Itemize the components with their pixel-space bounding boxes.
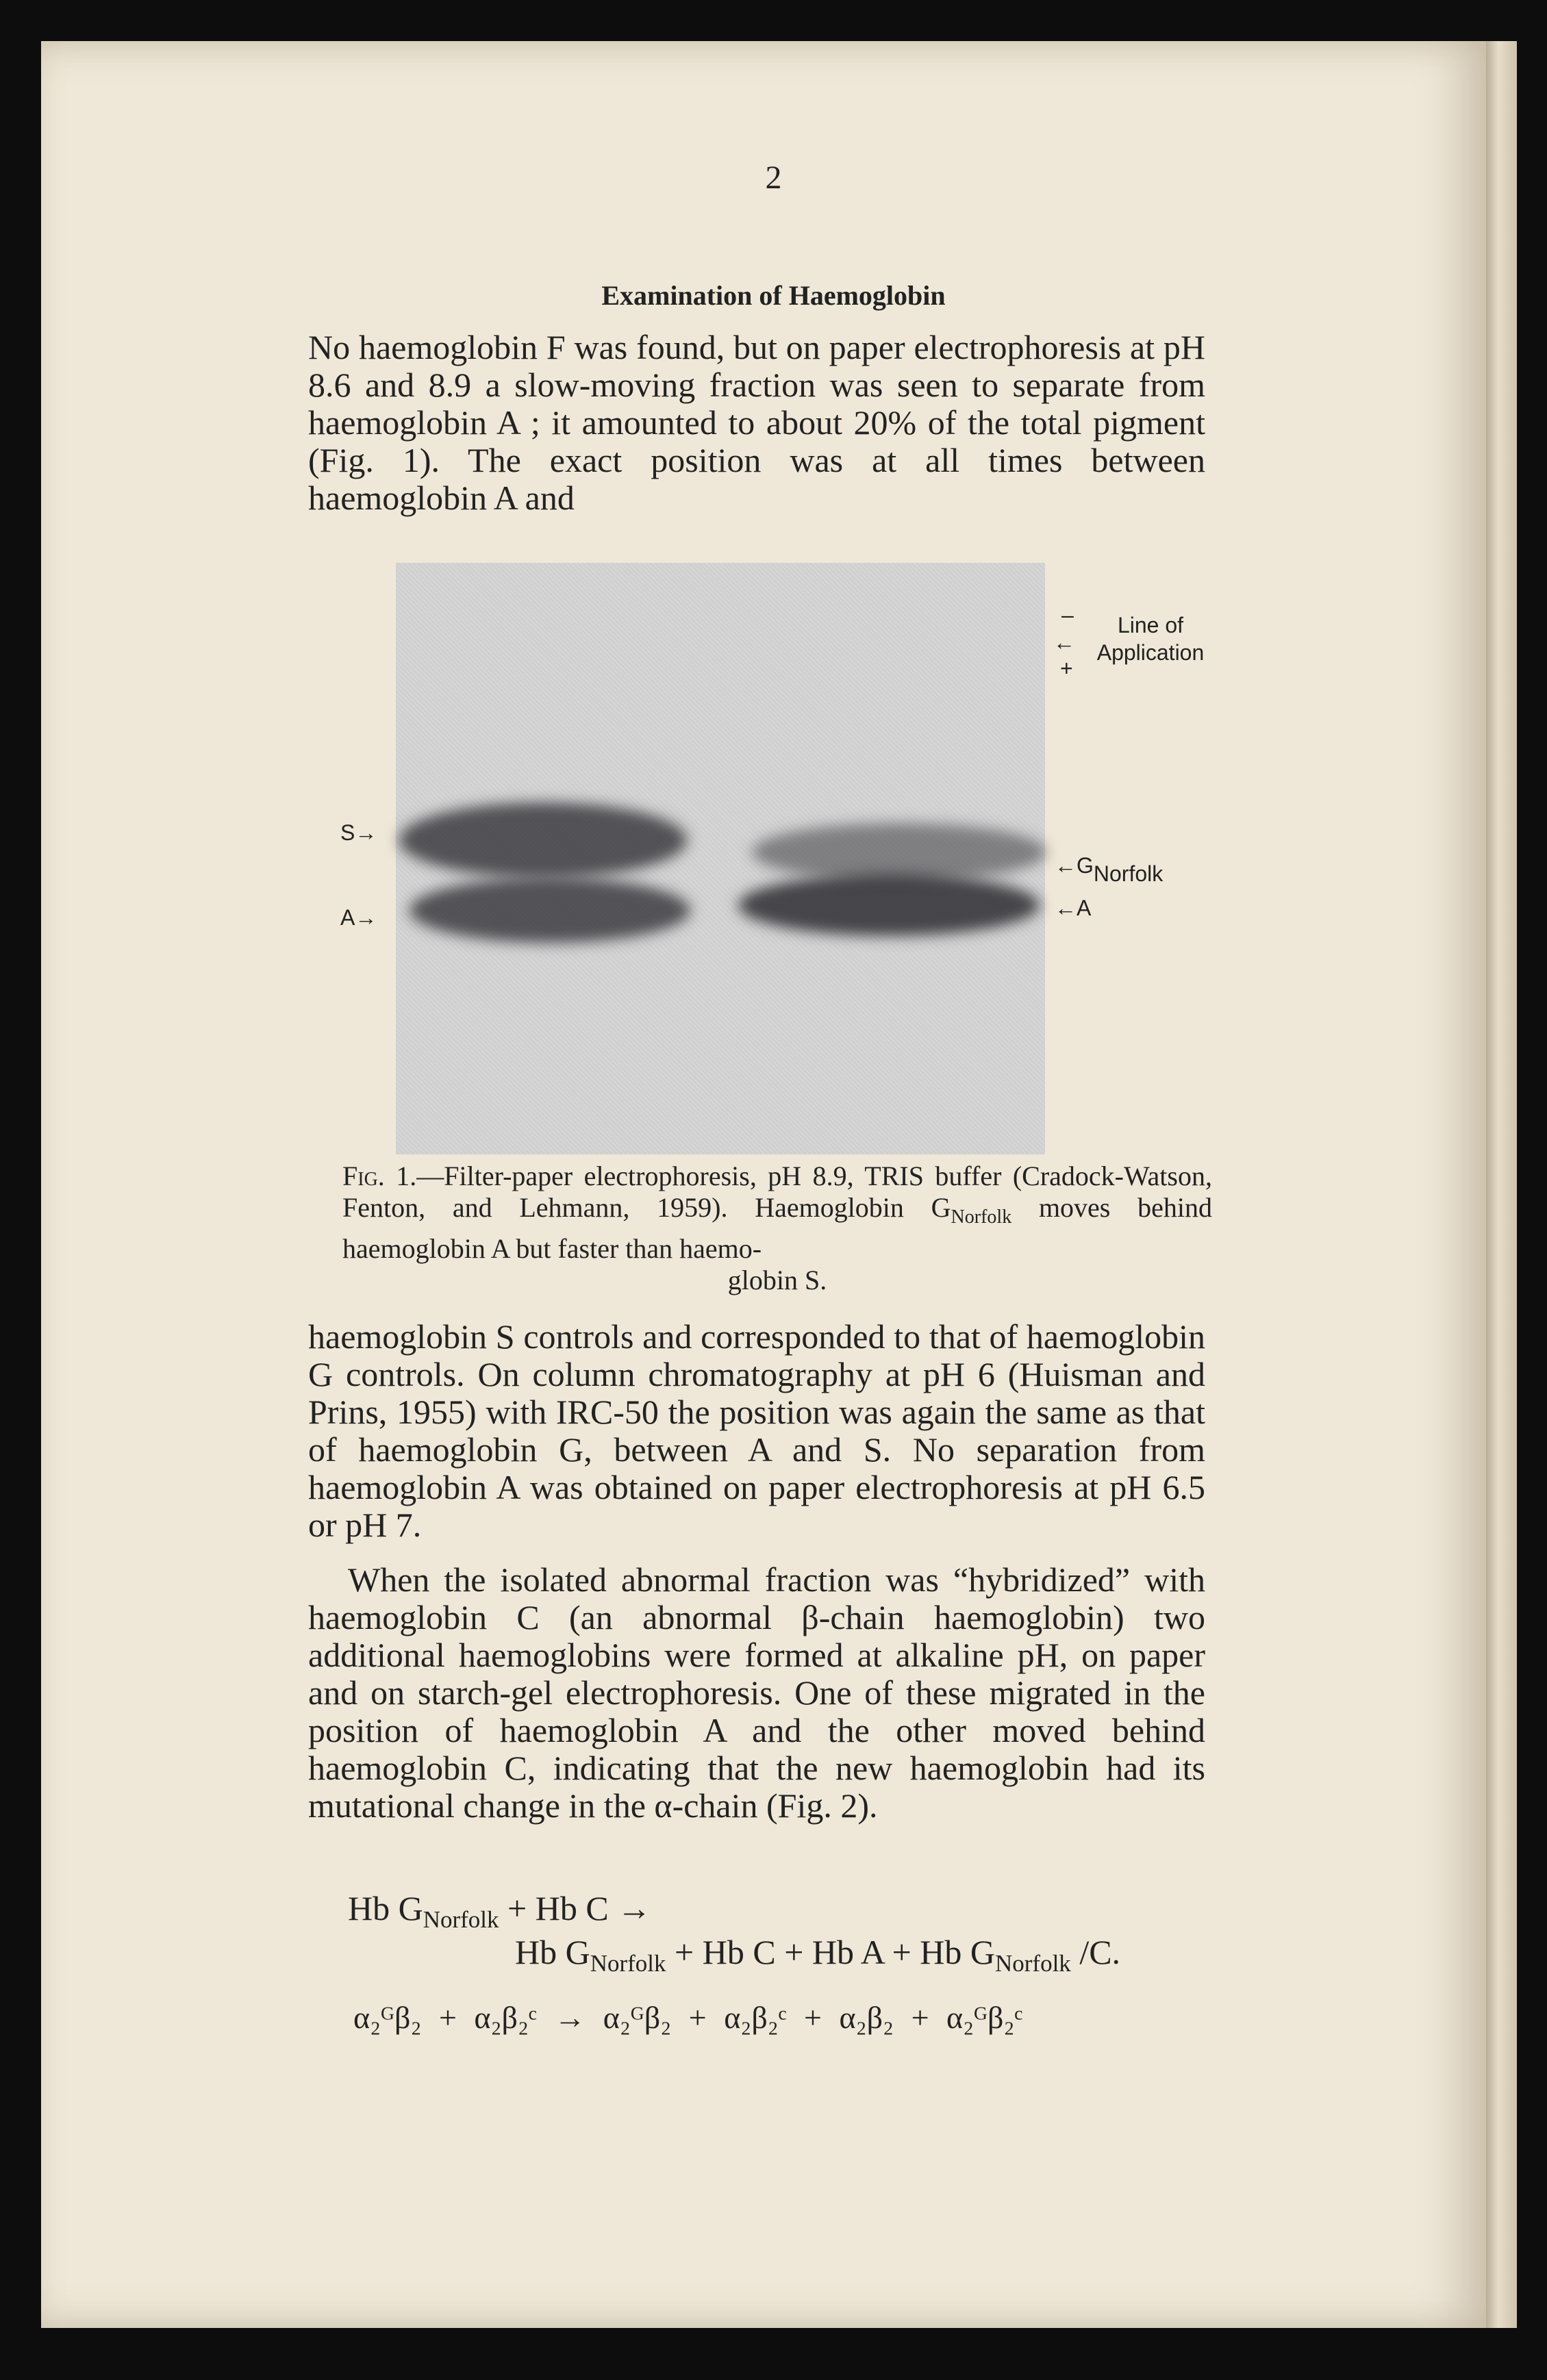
plus-sign: + <box>1060 656 1073 681</box>
paragraph-3: When the isolated abnormal fraction was “hybridized” with haemoglobin C (an abnormal β-chain haemoglobin) two additional haemoglobins were formed at alkaline pH, on paper and on starch-gel electrophoresis. One of these migrated in the position of haemoglobin A and the other moved behind haemoglobin C, indicating that the new haemoglobin had its mutational change in the α-chain (Fig. 2). <box>308 1560 1205 1825</box>
paragraph-2: haemoglobin S controls and corresponded to that of haemoglobin G controls. On column chromatography at pH 6 (Huisman and Prins, 1955) with IRC-50 the position was again the same as that of haemoglobin G, between A and S. No separation from haemoglobin A was obtained on paper electrophoresis at pH 6.5 or pH 7. <box>308 1317 1205 1544</box>
g-norfolk-label: ←GNorfolk <box>1055 853 1164 886</box>
band-a-right <box>738 874 1040 936</box>
figure-caption: Fig. 1.—Filter-paper electrophoresis, pH 8.9, TRIS buffer (Cradock-Watson, Fenton, and Lehmann, 1959). Haemoglobin $G_{Norfolk}$ moves behind haemoglobin A but faster than haemo- globin S. <box>342 1161 1212 1295</box>
a-right-label: ←A <box>1055 896 1092 920</box>
equation-line-2: Hb $G_{Norfolk} + Hb$ C + Hb A + Hb $G_{Norfolk}$ /C. <box>515 1933 1121 1977</box>
a-left-label: A→ <box>340 905 377 930</box>
book-spine <box>1486 41 1517 2328</box>
band-a-left <box>410 878 690 943</box>
band-g-norfolk-right <box>752 823 1046 881</box>
paragraph-1: No haemoglobin F was found, but on paper electrophoresis at pH 8.6 and 8.9 a slow-moving fraction was seen to separate from haemoglobin A ; it amounted to about 20% of the total pigment (Fig. 1). The exact position was at all times between haemoglobin A and <box>308 328 1205 517</box>
line-of-application-label: Line of Application <box>1096 613 1205 665</box>
arrow-left-icon: ← <box>1053 630 1075 655</box>
electrophoresis-figure <box>396 563 1045 1154</box>
band-s-left <box>399 802 687 878</box>
minus-sign: – <box>1061 603 1074 627</box>
page-number: 2 <box>765 160 782 196</box>
equation-line-3: α₂ᴳβ₂ + α₂β₂ᶜ → α₂ᴳβ₂ + α₂β₂ᶜ + α₂β₂ + α₂ᴳβ₂ᶜ <box>353 2000 1023 2035</box>
equation-line-1: Hb $G_{Norfolk} + Hb$ C → <box>348 1889 652 1933</box>
section-heading: Examination of Haemoglobin <box>601 280 946 311</box>
s-label: S→ <box>340 820 377 845</box>
